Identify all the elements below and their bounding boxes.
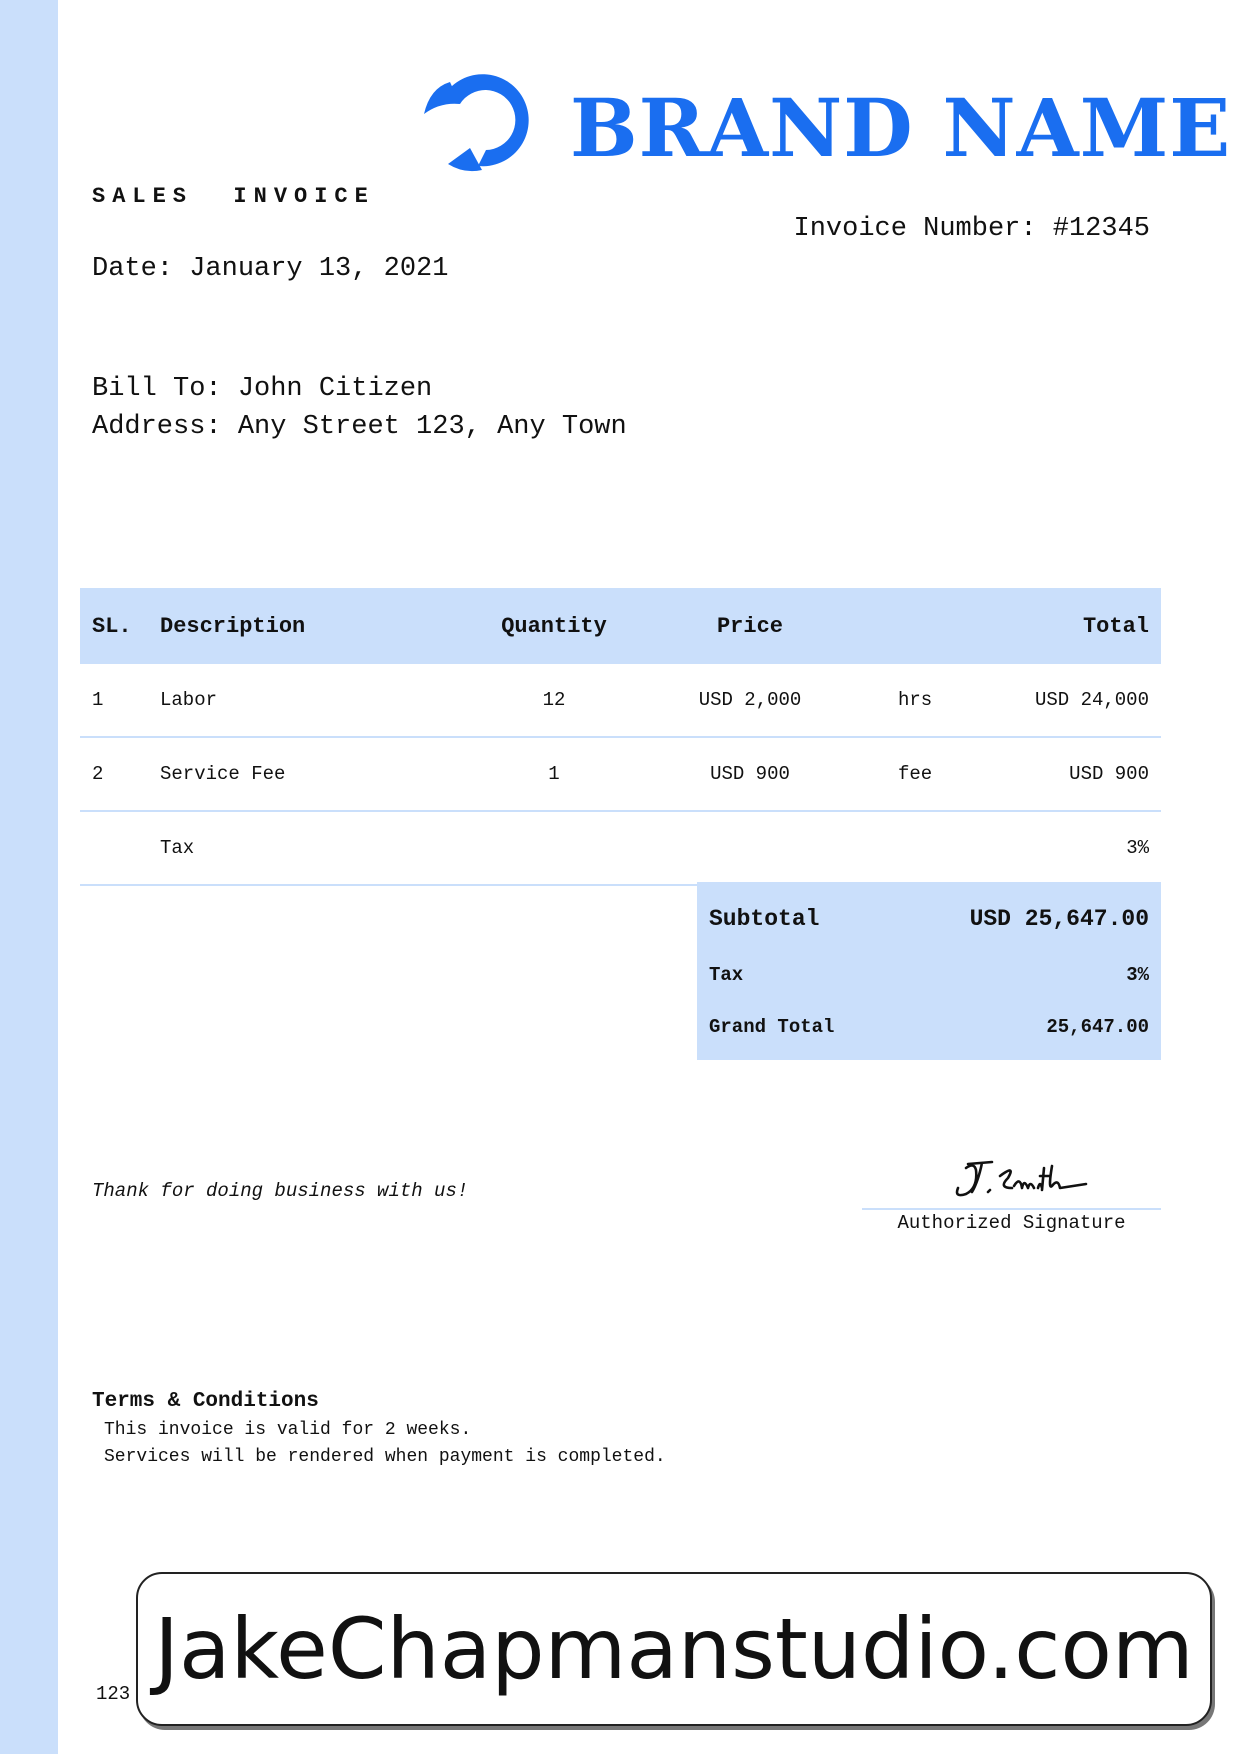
column-header-description: Description xyxy=(160,613,306,639)
terms-line: This invoice is valid for 2 weeks. xyxy=(104,1420,472,1440)
column-header-sl: SL. xyxy=(92,613,132,639)
table-row xyxy=(80,738,1161,812)
side-accent-bar xyxy=(0,0,58,1754)
row-unit: hrs xyxy=(898,689,933,711)
row-price xyxy=(660,812,840,884)
subtotal-value: USD 25,647.00 xyxy=(969,906,1149,932)
footer-text: 123 xyxy=(96,1683,131,1705)
row-price: USD 2,000 xyxy=(698,689,802,711)
column-header-quantity: Quantity xyxy=(501,613,607,639)
row-total: USD 24,000 xyxy=(1034,689,1149,711)
signature-image xyxy=(948,1158,1098,1200)
table-header xyxy=(80,588,1161,664)
tax-value: 3% xyxy=(1126,964,1149,986)
terms-line: Services will be rendered when payment is completed. xyxy=(104,1447,666,1467)
row-description: Service Fee xyxy=(160,763,286,785)
signature-line xyxy=(862,1208,1161,1210)
row-description: Tax xyxy=(160,837,195,859)
row-total: USD 900 xyxy=(1069,763,1149,785)
grand-total-label: Grand Total xyxy=(709,1016,835,1038)
totals-summary xyxy=(697,882,1161,1060)
row-quantity: 1 xyxy=(548,763,560,785)
row-quantity xyxy=(464,812,644,884)
subtotal-row xyxy=(709,906,1149,932)
grand-total-value: 25,647.00 xyxy=(1046,1016,1149,1038)
row-sl: 1 xyxy=(92,689,104,711)
column-header-total: Total xyxy=(1082,613,1149,639)
invoice-date: Date: January 13, 2021 xyxy=(92,254,449,284)
line-items-table xyxy=(80,588,1161,886)
brand-logo-icon xyxy=(420,62,540,182)
document-title: SALES INVOICE xyxy=(92,184,375,209)
thank-you-note: Thank for doing business with us! xyxy=(92,1180,469,1202)
table-row xyxy=(80,812,1161,886)
row-description: Labor xyxy=(160,689,218,711)
bill-to-name: Bill To: John Citizen xyxy=(92,374,433,404)
table-row xyxy=(80,664,1161,738)
tax-label: Tax xyxy=(709,964,744,986)
invoice-number: Invoice Number: #12345 xyxy=(793,214,1150,244)
column-header-price: Price xyxy=(716,613,783,639)
tax-row xyxy=(709,964,1149,986)
subtotal-label: Subtotal xyxy=(709,906,820,932)
row-price: USD 900 xyxy=(710,763,790,785)
grand-total-row xyxy=(709,1016,1149,1038)
row-total: 3% xyxy=(1126,837,1149,859)
bill-to-address: Address: Any Street 123, Any Town xyxy=(92,412,627,442)
signature-label: Authorized Signature xyxy=(897,1212,1126,1234)
row-quantity: 12 xyxy=(542,689,566,711)
row-unit: fee xyxy=(898,763,933,785)
brand-name: BRAND NAME xyxy=(570,81,1232,175)
watermark-banner: JakeChapmanstudio.com xyxy=(136,1572,1212,1726)
terms-title: Terms & Conditions xyxy=(92,1390,319,1413)
row-sl: 2 xyxy=(92,763,104,785)
